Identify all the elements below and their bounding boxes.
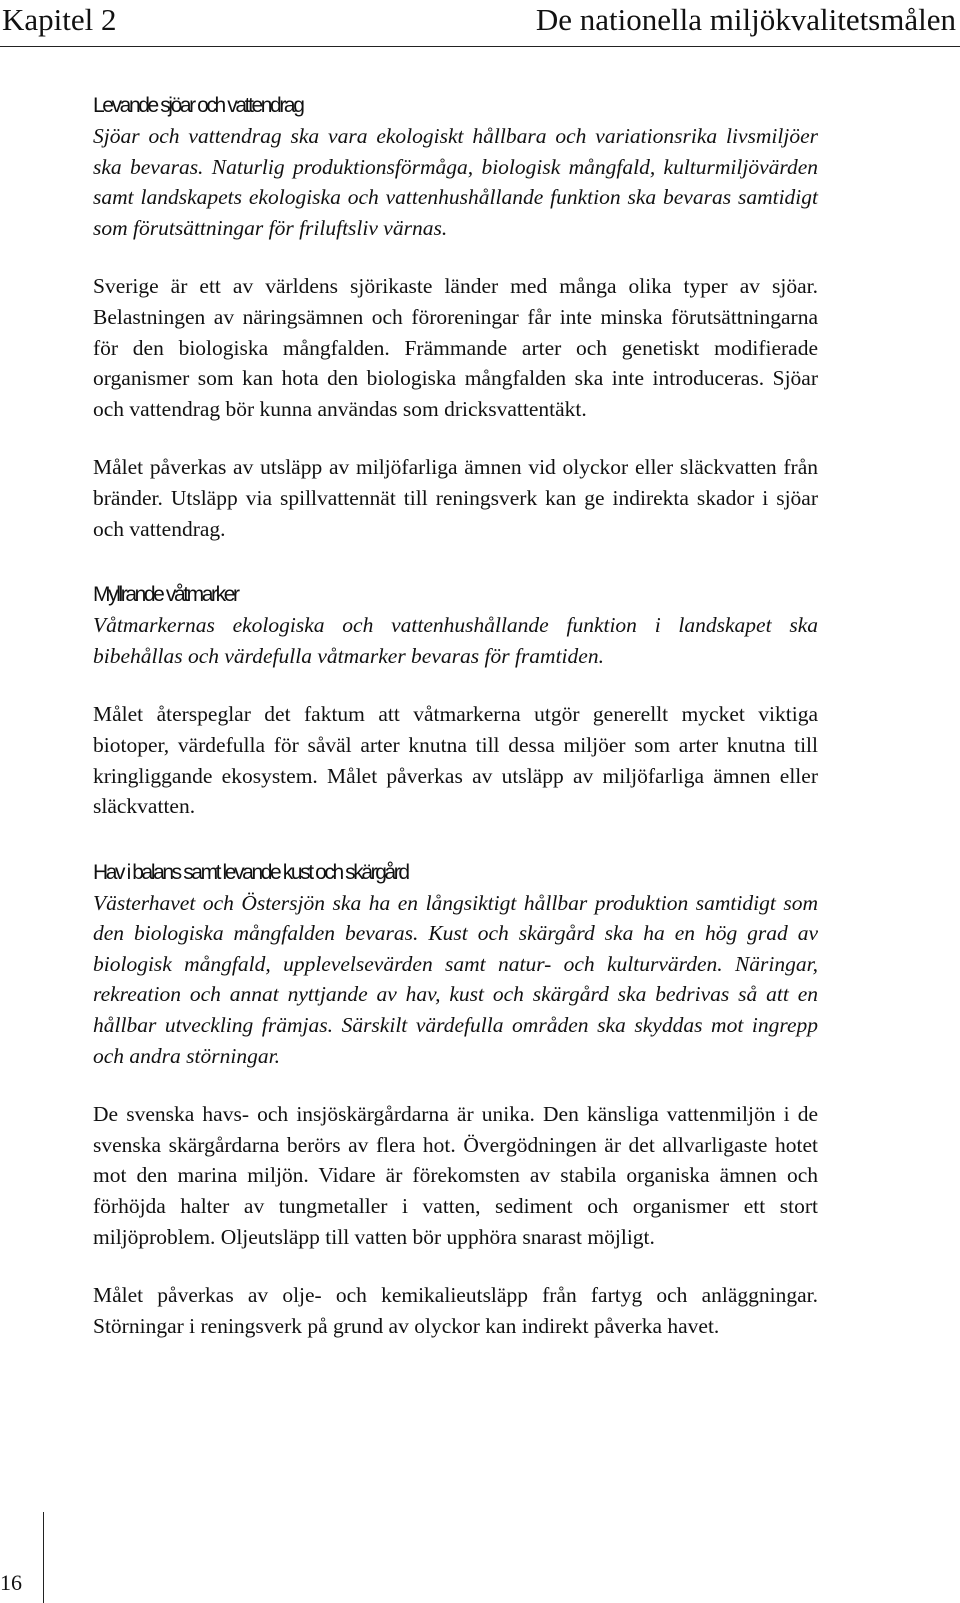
page-header — [0, 0, 960, 47]
body-paragraph: Målet återspeglar det faktum att våtmarkerna utgör generellt mycket viktiga biotoper, värdefulla för såväl arter knutna till dessa miljöer som arter knutna till kringliggande ekosystem. Målet påverkas av utsläpp av miljöfarliga ämnen eller släckvatten. — [93, 702, 818, 819]
chapter-title: De nationella miljökvalitetsmålen — [535, 2, 956, 37]
paragraph-spacer — [93, 243, 818, 271]
page-content — [93, 91, 818, 1341]
paragraph-spacer — [93, 671, 818, 699]
section-sea-coast — [93, 858, 818, 1342]
chapter-label: Kapitel 2 — [2, 2, 117, 37]
margin-rule — [43, 1512, 44, 1603]
section-heading: Levande sjöar och vattendrag — [93, 94, 303, 117]
section-lakes-streams — [93, 91, 818, 544]
body-paragraph: Målet påverkas av utsläpp av miljöfarliga ämnen vid olyckor eller släckvatten från bränder. Utsläpp via spillvattennät till reningsverk kan ge indirekta skador i sjöar och vattendrag. — [93, 455, 818, 541]
body-paragraph: De svenska havs- och insjöskärgårdarna är unika. Den känsliga vattenmiljön i de svenska skärgårdarna berörs av flera hot. Övergödningen är det allvarligaste hotet mot den marina miljön. Vidare är förekomsten av stabila organiska ämnen och förhöjda halter av tungmetaller i vatten, sediment och organismer ett stort miljöproblem. Oljeutsläpp till vatten bör upphöra snarast möjligt. — [93, 1102, 818, 1249]
goal-statement: Sjöar och vattendrag ska vara ekologiskt hållbara och variationsrika livsmiljöer ska bevaras. Naturlig produktionsförmåga, biologisk mångfald, kulturmiljövärden samt landskapets ekologiska och vattenhushållande funktion ska bevaras samtidigt som förutsättningar för friluftsliv värnas. — [93, 124, 818, 240]
goal-statement: Våtmarkernas ekologiska och vattenhushållande funktion i landskapet ska bibehållas och värdefulla våtmarker bevaras för framtiden. — [93, 613, 818, 668]
section-heading: Hav i balans samt levande kust och skärgård — [93, 860, 408, 884]
paragraph-spacer — [93, 1252, 818, 1280]
page-number: 16 — [0, 1570, 22, 1595]
body-paragraph: Målet påverkas av olje- och kemikalieutsläpp från fartyg och anläggningar. Störningar i reningsverk på grund av olyckor kan indirekt påverka havet. — [93, 1283, 818, 1338]
goal-statement: Västerhavet och Östersjön ska ha en långsiktigt hållbar produktion samtidigt som den biologiska mångfalden bevaras. Kust och skärgård ska ha en hög grad av biologisk mångfald, upplevelsevärden samt natur- och kulturvärden. Näringar, rekreation och annat nyttjande av hav, kust och skärgård ska bedrivas så att en hållbar utveckling främjas. Särskilt värdefulla områden ska skyddas mot ingrepp och andra störningar. — [93, 890, 818, 1068]
section-heading: Myllrande våtmarker — [93, 583, 238, 607]
section-spacer — [93, 544, 818, 580]
paragraph-spacer — [93, 424, 818, 452]
section-spacer — [93, 822, 818, 858]
body-paragraph: Sverige är ett av världens sjörikaste länder med många olika typer av sjöar. Belastningen av näringsämnen och föroreningar får inte minska förutsättningarna för den biologiska mångfalden. Främmande arter och genetiskt modifierade organismer som kan hota den biologiska mångfalden ska inte introduceras. Sjöar och vattendrag bör kunna användas som dricksvattentäkt. — [93, 274, 818, 421]
section-wetlands — [93, 580, 818, 822]
paragraph-spacer — [93, 1071, 818, 1099]
